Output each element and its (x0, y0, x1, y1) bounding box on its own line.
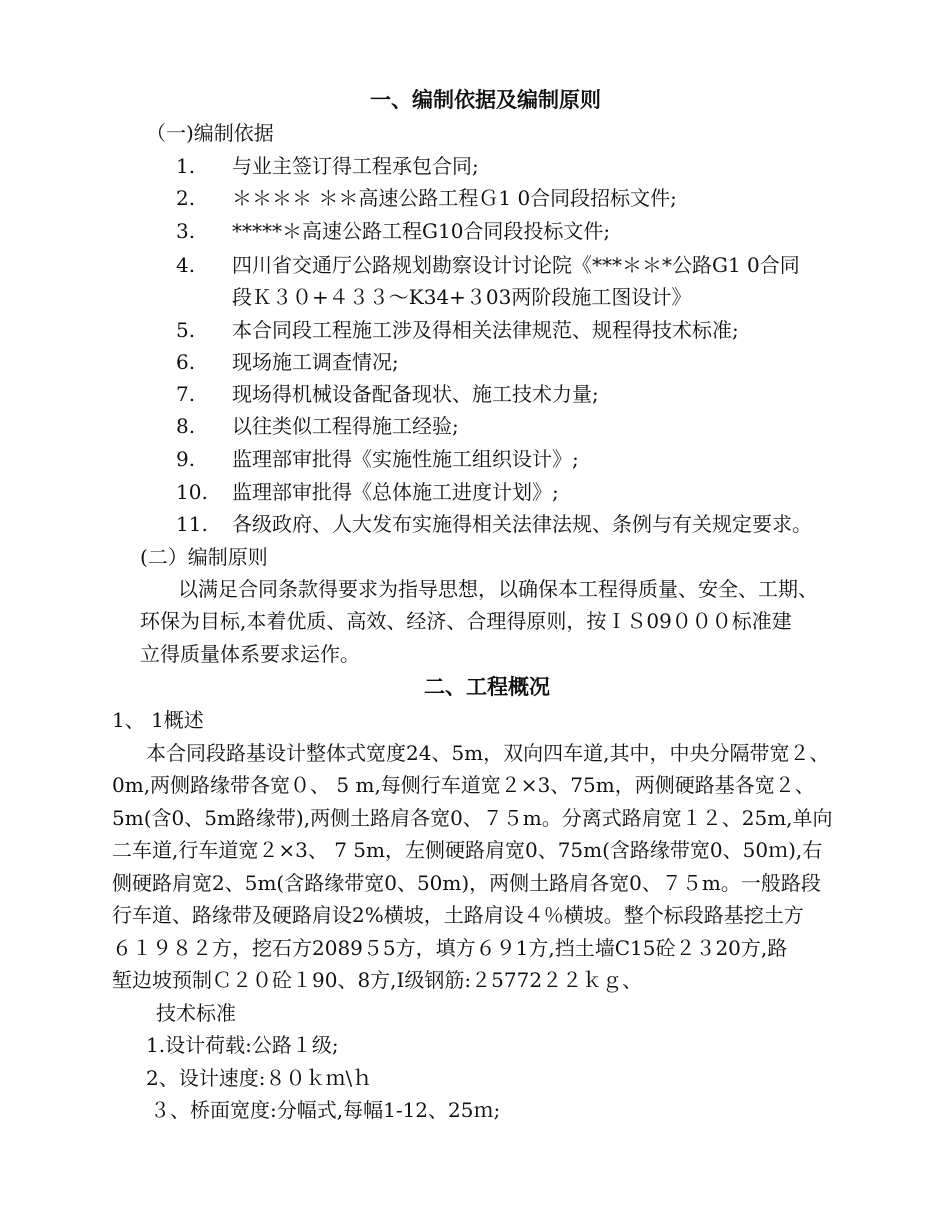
basis-item-text: 各级政府、人大发布实施得相关法律法规、条例与有关规定要求。 (232, 512, 812, 536)
basis-item-text: *****＊高速公路工程G10合同段投标文件; (232, 219, 611, 243)
overview-paragraph-line: 二车道,行车道宽２×3、 7 5m，左侧硬路肩宽0、75m(含路缘带宽0、50ｍ),右 (112, 838, 823, 862)
basis-item-text: 监理部审批得《总体施工进度计划》; (232, 480, 559, 504)
basis-item-text: 以往类似工程得施工经验; (232, 414, 459, 438)
basis-item-number: 9. (176, 447, 196, 471)
basis-item-number: 4. (176, 253, 196, 277)
tech-standard-item: 1.设计荷载:公路１级; (146, 1033, 339, 1057)
principle-paragraph-line: 以满足合同条款得要求为指导思想，以确保本工程得质量、安全、工期、 (178, 577, 818, 601)
principle-heading: (二）编制原则 (140, 545, 268, 569)
tech-standard-item: ３、桥面宽度:分幅式,每幅1-12、25ｍ; (150, 1098, 501, 1122)
basis-item-number: 7. (176, 382, 196, 406)
basis-item-number: 3. (176, 219, 196, 243)
basis-item-number: 6. (176, 350, 196, 374)
basis-item-text-continued: 段Ｋ３０+４３３～K34+３03两阶段施工图设计》 (232, 285, 692, 309)
basis-item-text: 本合同段工程施工涉及得相关法律规范、规程得技术标准; (232, 318, 739, 342)
principle-paragraph-line: 立得质量体系要求运作。 (140, 642, 360, 666)
basis-item-text: 现场得机械设备配备现状、施工技术力量; (232, 382, 599, 406)
basis-heading: （一)编制依据 (146, 121, 274, 145)
basis-item-number: 1. (176, 154, 196, 178)
section-2-title: 二、工程概况 (424, 674, 550, 699)
basis-item-text: ＊＊＊＊ ＊＊高速公路工程Ｇ1 0合同段招标文件; (232, 186, 677, 210)
basis-item-text: 监理部审批得《实施性施工组织设计》; (232, 447, 579, 471)
overview-sub-heading: 1、 1概述 (112, 708, 204, 732)
basis-item-number: 2. (176, 186, 196, 210)
basis-item-text: 四川省交通厅公路规划勘察设计讨论院《***＊＊*公路G1 0合同 (232, 253, 800, 277)
overview-paragraph-line: 堑边坡预制Ｃ２０砼１90、8方,Ⅰ级钢筋:２5772２２ｋｇ、 (112, 968, 643, 992)
basis-item-number: 10. (176, 480, 208, 504)
tech-standard-heading: 技术标准 (156, 1001, 236, 1025)
basis-item-text: 与业主签订得工程承包合同; (232, 154, 479, 178)
basis-item-number: 5. (176, 318, 196, 342)
principle-paragraph-line: 环保为目标,本着优质、高效、经济、合理得原则，按ＩＳ09０００标准建 (140, 609, 792, 633)
basis-item-text: 现场施工调查情况; (232, 350, 399, 374)
overview-paragraph-line: ６１９８２方，挖石方2089５5方，填方６９1方,挡土墙C15砼２３20方,路 (112, 936, 788, 960)
basis-item-number: 8. (176, 414, 196, 438)
basis-item-number: 11. (176, 512, 208, 536)
overview-paragraph-line: 0m,两侧路缘带各宽０、 5 m,每侧行车道宽２×3、75m，两侧硬路基各宽２、 (112, 773, 815, 797)
overview-paragraph-line: 侧硬路肩宽2、5m(含路缘带宽0、50m)，两侧土路肩各宽0、７５m。一般路段 (112, 871, 821, 895)
overview-paragraph-line: 行车道、路缘带及硬路肩设2%横坡，土路肩设４％横坡。整个标段路基挖土方 (112, 903, 804, 927)
tech-standard-item: 2、设计速度:８０ｋｍ\ｈ (146, 1066, 373, 1090)
section-1-title: 一、编制依据及编制原则 (370, 87, 601, 112)
overview-paragraph-line: 本合同段路基设计整体式宽度24、5m，双向四车道,其中，中央分隔带宽２、 (146, 741, 830, 765)
overview-paragraph-line: 5m(含0、5m路缘带),两侧土路肩各宽0、７５m。分离式路肩宽１２、25m,单向 (112, 806, 833, 830)
